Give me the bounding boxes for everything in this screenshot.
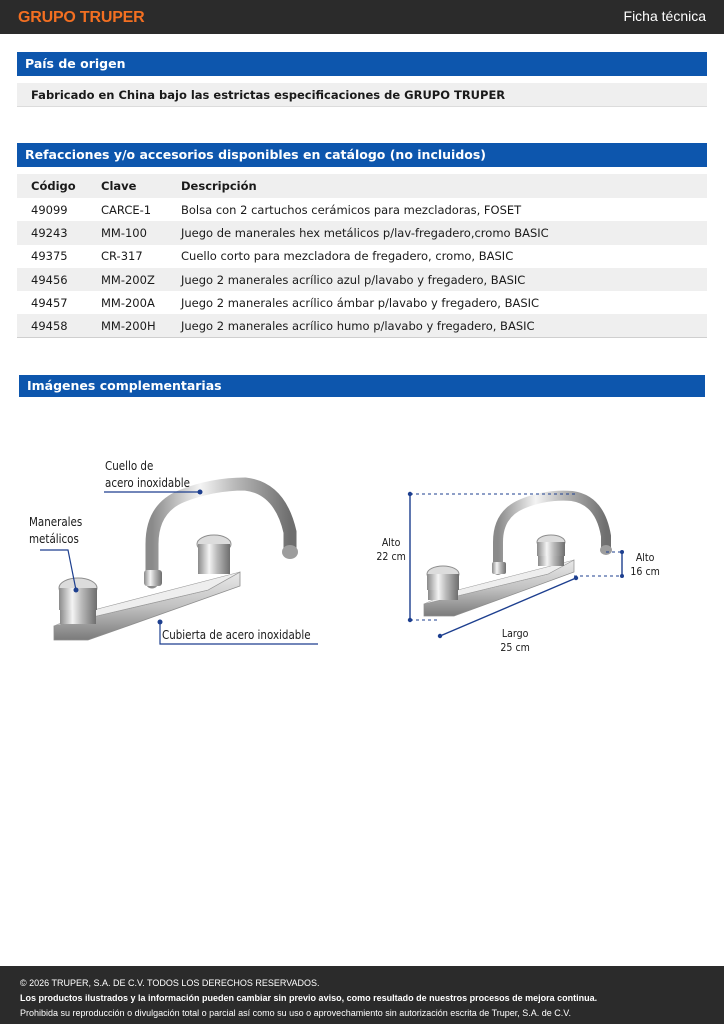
callout-handles: Manerales metálicos [29, 515, 83, 546]
cell-description: Juego 2 manerales acrílico ámbar p/lavabo y fregadero, BASIC [181, 295, 540, 310]
table-header-row [17, 174, 707, 198]
column-header-description: Descripción [167, 174, 707, 198]
cell-code: 49243 [17, 221, 87, 244]
cell-key: CARCE-1 [101, 202, 152, 217]
column-header-key: Clave [87, 174, 167, 198]
top-bar [0, 0, 724, 34]
cell-description: Juego 2 manerales acrílico azul p/lavabo y fregadero, BASIC [167, 268, 707, 291]
table-row [17, 198, 707, 221]
cell-code: 49456 [17, 268, 87, 291]
origin-section-title: País de origen [17, 52, 707, 76]
dimension-spout-height: Alto 16 cm [630, 551, 660, 578]
table-row [17, 221, 707, 244]
cell-key: MM-200A [101, 295, 155, 310]
footer-prohibition: Prohibida su reproducción o divulgación total o parcial así como su uso o aprovechamiento sin autorización escrita de Truper, S.A. de C.V. [20, 1008, 571, 1018]
origin-text: Fabricado en China bajo las estrictas especificaciones de GRUPO TRUPER [17, 83, 707, 107]
cell-key: MM-200Z [87, 268, 167, 291]
dimension-length: Largo 25 cm [500, 627, 530, 654]
footer-copyright: © 2026 TRUPER, S.A. DE C.V. TODOS LOS DERECHOS RESERVADOS. [20, 978, 320, 988]
cell-code: 49458 [17, 314, 87, 337]
document-type: Ficha técnica [623, 8, 706, 24]
footer-notice: Los productos ilustrados y la información pueden cambiar sin previo aviso, como resultado de nuestros procesos de mejora continua. [20, 993, 598, 1003]
cell-code: 49375 [31, 249, 68, 264]
images-section-title: Imágenes complementarias [19, 375, 705, 397]
cell-description: Juego 2 manerales acrílico humo p/lavabo y fregadero, BASIC [167, 314, 707, 337]
table-row [17, 291, 707, 314]
table-row [17, 314, 707, 337]
brand-logo: GRUPO TRUPER [18, 9, 145, 26]
cell-code: 49099 [31, 202, 68, 217]
table-row [17, 245, 707, 268]
column-header-code: Código [17, 174, 87, 198]
callout-neck: Cuello de acero inoxidable [105, 459, 190, 490]
cell-description: Bolsa con 2 cartuchos cerámicos para mezcladoras, FOSET [181, 202, 522, 217]
cell-code: 49457 [31, 295, 68, 310]
cell-description: Cuello corto para mezcladora de fregadero, cromo, BASIC [181, 249, 514, 264]
cell-key: MM-100 [87, 221, 167, 244]
faucet-dimensions-image [400, 486, 640, 646]
dimension-height: Alto 22 cm [376, 536, 406, 563]
parts-table [17, 174, 707, 338]
table-row [17, 268, 707, 291]
callout-deck: Cubierta de acero inoxidable [162, 628, 311, 642]
cell-key: MM-200H [87, 314, 167, 337]
cell-key: CR-317 [101, 249, 143, 264]
footer [0, 966, 724, 1024]
parts-section-title: Refacciones y/o accesorios disponibles en catálogo (no incluidos) [17, 143, 707, 167]
cell-description: Juego de manerales hex metálicos p/lav-fregadero,cromo BASIC [167, 221, 707, 244]
